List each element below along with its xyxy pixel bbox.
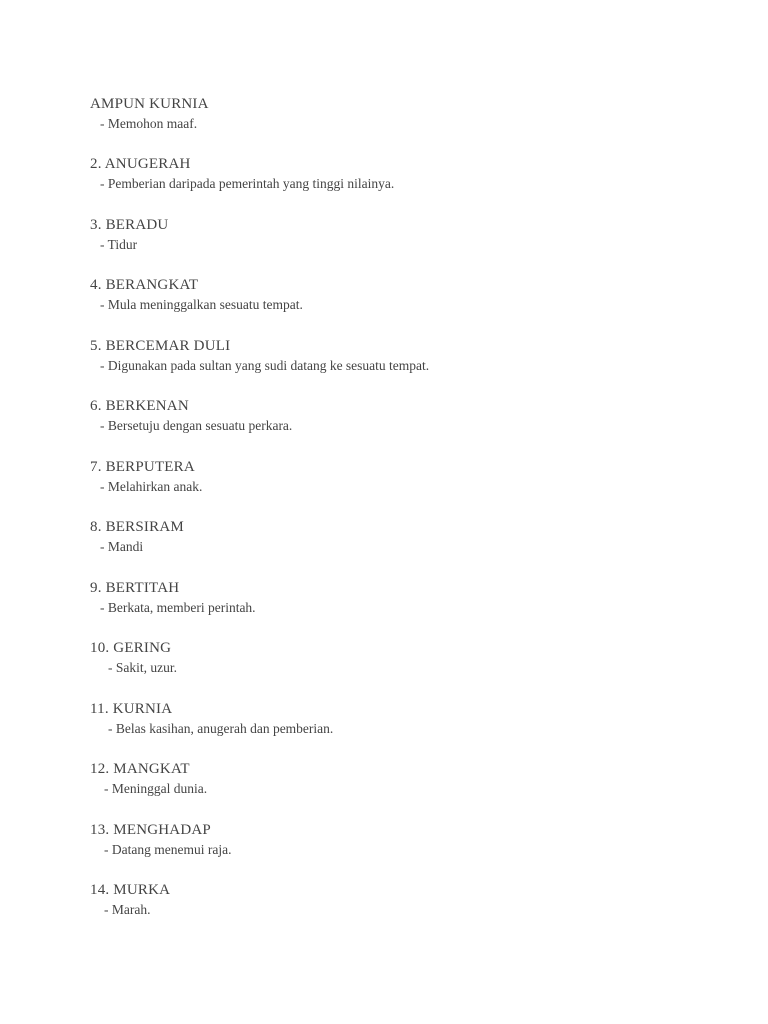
entry-berkenan <box>90 396 730 436</box>
entry-term: 6. BERKENAN <box>90 398 189 414</box>
entry-term: 7. BERPUTERA <box>90 459 195 475</box>
entry-definition: - Belas kasihan, anugerah dan pemberian. <box>108 721 334 736</box>
entry-term: 9. BERTITAH <box>90 580 180 596</box>
entry-term: 11. KURNIA <box>90 701 173 717</box>
entry-beradu <box>90 215 730 255</box>
entry-definition: - Pemberian daripada pemerintah yang tinggi nilainya. <box>100 176 395 191</box>
entry-term: 8. BERSIRAM <box>90 519 184 535</box>
entry-berangkat <box>90 275 730 315</box>
entry-definition: - Mandi <box>100 539 144 554</box>
entry-ampun-kurnia <box>90 94 730 134</box>
entry-term: 3. BERADU <box>90 217 169 233</box>
entry-definition: - Tidur <box>100 237 138 252</box>
entry-definition: - Datang menemui raja. <box>104 842 232 857</box>
entry-term: 14. MURKA <box>90 882 171 898</box>
entry-definition: - Bersetuju dengan sesuatu perkara. <box>100 418 293 433</box>
entry-term: 2. ANUGERAH <box>90 156 191 172</box>
entry-murka <box>90 880 730 920</box>
entry-bertitah <box>90 578 730 618</box>
entry-definition: - Meninggal dunia. <box>104 781 208 796</box>
entry-bersiram <box>90 517 730 557</box>
entry-definition: - Berkata, memberi perintah. <box>100 600 256 615</box>
entry-term: 10. GERING <box>90 640 172 656</box>
entry-anugerah <box>90 154 730 194</box>
entry-definition: - Marah. <box>104 902 151 917</box>
entry-term: AMPUN KURNIA <box>90 96 209 112</box>
entry-term: 5. BERCEMAR DULI <box>90 338 231 354</box>
entry-term: 4. BERANGKAT <box>90 277 199 293</box>
entry-menghadap <box>90 820 730 860</box>
entry-term: 13. MENGHADAP <box>90 822 211 838</box>
entry-mangkat <box>90 759 730 799</box>
entry-bercemar-duli <box>90 336 730 376</box>
entry-definition: - Sakit, uzur. <box>108 660 177 675</box>
entry-term: 12. MANGKAT <box>90 761 190 777</box>
entry-berputera <box>90 457 730 497</box>
entry-definition: - Memohon maaf. <box>100 116 198 131</box>
entry-definition: - Melahirkan anak. <box>100 479 203 494</box>
entry-definition: - Digunakan pada sultan yang sudi datang ke sesuatu tempat. <box>100 358 430 373</box>
entry-kurnia <box>90 699 730 739</box>
entry-gering <box>90 638 730 678</box>
entry-definition: - Mula meninggalkan sesuatu tempat. <box>100 297 303 312</box>
